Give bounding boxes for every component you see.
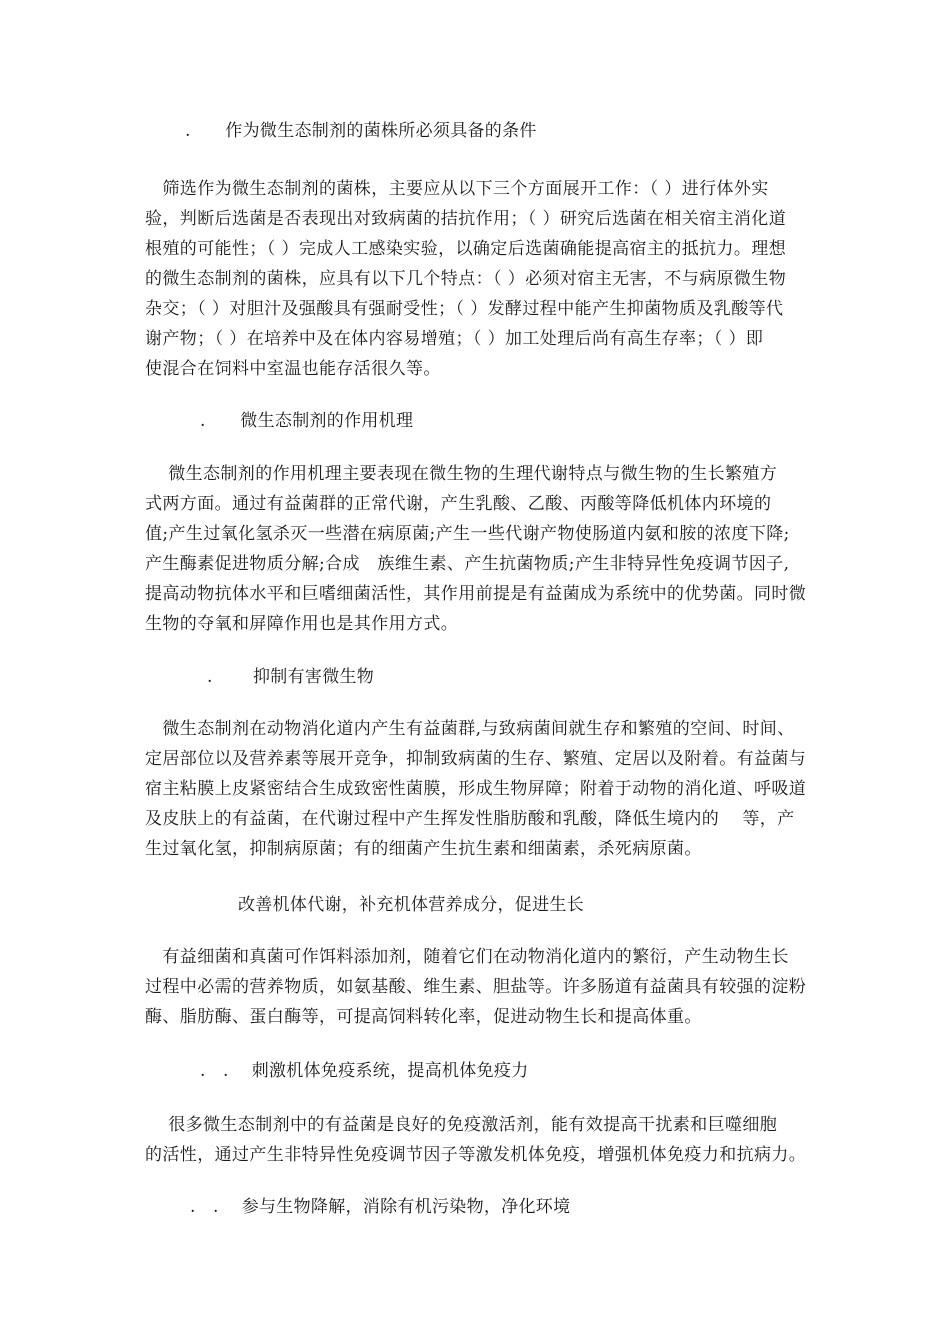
paragraph-line: 很多微生态制剂中的有益菌是良好的免疫激活剂，能有效提高干扰素和巨噬细胞 <box>145 1115 778 1135</box>
paragraph-line: 产生酶素促进物质分解;合成 族维生素、产生抗菌物质;产生非特异性免疫调节因子, <box>145 554 790 574</box>
section-heading: . 作为微生态制剂的菌株所必须具备的条件 <box>185 121 537 141</box>
paragraph-line: 生过氧化氢，抑制病原菌；有的细菌产生抗生素和细菌素，杀死病原菌。 <box>145 839 702 859</box>
paragraph-line: 微生态制剂在动物消化道内产生有益菌群,与致病菌间就生存和繁殖的空间、时间、 <box>145 719 795 739</box>
paragraph-line: 微生态制剂的作用机理主要表现在微生物的生理代谢特点与微生物的生长繁殖方 <box>145 464 778 484</box>
paragraph-line: 提高动物抗体水平和巨嗜细菌活性，其作用前提是有益菌成为系统中的优势菌。同时微 <box>145 584 807 604</box>
paragraph-line: 值;产生过氧化氢杀灭一些潜在病原菌;产生一些代谢产物使肠道内氨和胺的浓度下降; <box>145 524 790 544</box>
paragraph-line: 过程中必需的营养物质，如氨基酸、维生素、胆盐等。许多肠道有益菌具有较强的淀粉 <box>145 977 807 997</box>
paragraph-line: 的微生态制剂的菌株，应具有以下几个特点：（ ）必须对宿主无害，不与病原微生物 <box>145 269 787 289</box>
paragraph-line: 生物的夺氧和屏障作用也是其作用方式。 <box>145 614 459 634</box>
paragraph-line: 根殖的可能性；（ ）完成人工感染实验，以确定后选菌确能提高宿主的抵抗力。理想 <box>145 239 787 259</box>
paragraph-line: 使混合在饲料中室温也能存活很久等。 <box>145 359 441 379</box>
paragraph-line: 酶、脂肪酶、蛋白酶等，可提高饲料转化率，促进动物生长和提高体重。 <box>145 1007 702 1027</box>
paragraph-line: 式两方面。通过有益菌群的正常代谢，产生乳酸、乙酸、丙酸等降低机体内环境的 <box>145 494 772 514</box>
section-heading: . . 刺激机体免疫系统，提高机体免疫力 <box>200 1061 529 1081</box>
paragraph-line: 筛选作为微生态制剂的菌株，主要应从以下三个方面展开工作：（ ）进行体外实 <box>145 179 769 199</box>
paragraph-line: 验，判断后选菌是否表现出对致病菌的拮抗作用；（ ）研究后选菌在相关宿主消化道 <box>145 209 787 229</box>
paragraph-line: 杂交；（ ）对胆汁及强酸具有强耐受性；（ ）发酵过程中能产生抑菌物质及乳酸等代 <box>145 299 784 319</box>
paragraph-line: 有益细菌和真菌可作饵料添加剂，随着它们在动物消化道内的繁衍，产生动物生长 <box>145 947 789 967</box>
paragraph-line: 的活性，通过产生非特异性免疫调节因子等激发机体免疫，增强机体免疫力和抗病力。 <box>145 1145 807 1165</box>
paragraph-line: 及皮肤上的有益菌，在代谢过程中产生挥发性脂肪酸和乳酸，降低生境内的 等，产 <box>145 809 795 829</box>
section-heading: 改善机体代谢，补充机体营养成分，促进生长 <box>238 895 584 915</box>
paragraph-line: 谢产物；（ ）在培养中及在体内容易增殖；（ ）加工处理后尚有高生存率；（ ）即 <box>145 329 764 349</box>
paragraph-line: 定居部位以及营养素等展开竞争，抑制致病菌的生存、繁殖、定居以及附着。有益菌与 <box>145 749 807 769</box>
section-heading: . . 参与生物降解，消除有机污染物，净化环境 <box>190 1197 571 1217</box>
section-heading: . 微生态制剂的作用机理 <box>200 411 414 431</box>
paragraph-line: 宿主粘膜上皮紧密结合生成致密性菌膜，形成生物屏障；附着于动物的消化道、呼吸道 <box>145 779 807 799</box>
section-heading: . 抑制有害微生物 <box>207 667 375 687</box>
